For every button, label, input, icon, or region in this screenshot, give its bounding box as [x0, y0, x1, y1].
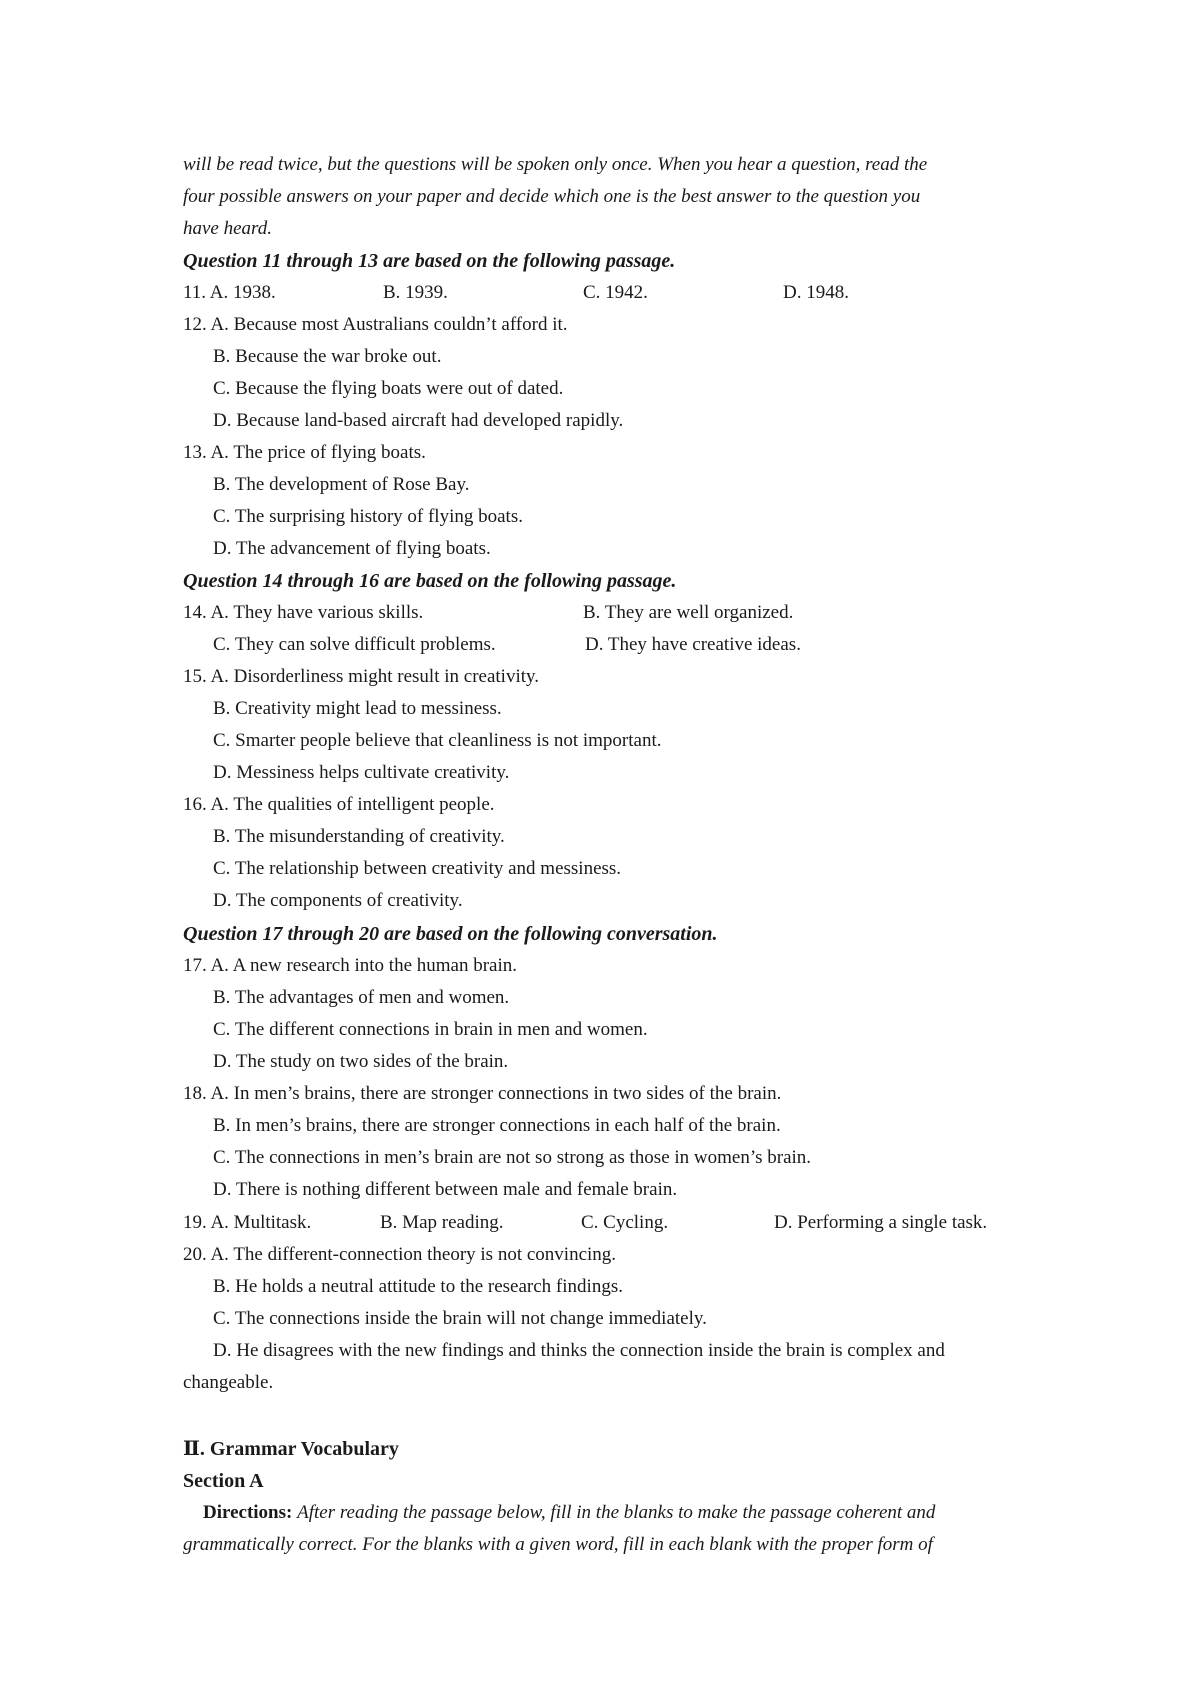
intro-line-1: will be read twice, but the questions will be spoken only once. When you hear a question, read the: [183, 154, 928, 175]
q12-option-b: B. Because the war broke out.: [213, 346, 442, 367]
q15-option-c: C. Smarter people believe that cleanliness is not important.: [213, 730, 662, 751]
q13-option-c: C. The surprising history of flying boats.: [213, 506, 523, 527]
q14-option-c: C. They can solve difficult problems.: [213, 634, 496, 655]
q20-option-c: C. The connections inside the brain will not change immediately.: [213, 1308, 707, 1329]
q19-option-b: B. Map reading.: [380, 1212, 504, 1233]
q20-option-b: B. He holds a neutral attitude to the research findings.: [213, 1276, 623, 1297]
q11-option-b: B. 1939.: [383, 282, 448, 303]
directions-text-1: After reading the passage below, fill in the blanks to make the passage coherent and: [297, 1502, 936, 1523]
q19-option-a: 19. A. Multitask.: [183, 1212, 312, 1233]
directions-line-2: grammatically correct. For the blanks with a given word, fill in each blank with the proper form of: [183, 1534, 933, 1555]
directions-label: Directions:: [203, 1502, 293, 1523]
q18-option-d: D. There is nothing different between male and female brain.: [213, 1179, 678, 1200]
conversation-heading: Question 17 through 20 are based on the following conversation.: [183, 923, 718, 945]
q19-option-c: C. Cycling.: [581, 1212, 669, 1233]
q16-option-a: 16. A. The qualities of intelligent people.: [183, 794, 495, 815]
q13-option-a: 13. A. The price of flying boats.: [183, 442, 426, 463]
q20-option-d: D. He disagrees with the new findings and thinks the connection inside the brain is complex and: [213, 1340, 945, 1361]
q20-option-d-continued: changeable.: [183, 1372, 274, 1393]
section-title: Ⅱ. Grammar Vocabulary: [183, 1438, 399, 1460]
q12-option-d: D. Because land-based aircraft had developed rapidly.: [213, 410, 624, 431]
q11-option-c: C. 1942.: [583, 282, 648, 303]
q12-option-c: C. Because the flying boats were out of dated.: [213, 378, 564, 399]
passage1-heading: Question 11 through 13 are based on the following passage.: [183, 250, 676, 272]
q15-option-b: B. Creativity might lead to messiness.: [213, 698, 502, 719]
q17-option-d: D. The study on two sides of the brain.: [213, 1051, 509, 1072]
q16-option-d: D. The components of creativity.: [213, 890, 463, 911]
passage2-heading: Question 14 through 16 are based on the following passage.: [183, 570, 677, 592]
q12-option-a: 12. A. Because most Australians couldn’t afford it.: [183, 314, 568, 335]
q11-option-d: D. 1948.: [783, 282, 849, 303]
intro-line-3: have heard.: [183, 218, 272, 239]
q17-option-c: C. The different connections in brain in men and women.: [213, 1019, 648, 1040]
q14-option-b: B. They are well organized.: [583, 602, 794, 623]
section-a-heading: Section A: [183, 1470, 264, 1492]
q16-option-c: C. The relationship between creativity and messiness.: [213, 858, 622, 879]
q14-option-a: 14. A. They have various skills.: [183, 602, 424, 623]
q17-option-b: B. The advantages of men and women.: [213, 987, 510, 1008]
q18-option-a: 18. A. In men’s brains, there are stronger connections in two sides of the brain.: [183, 1083, 782, 1104]
intro-line-2: four possible answers on your paper and decide which one is the best answer to the question you: [183, 186, 921, 207]
q17-option-a: 17. A. A new research into the human brain.: [183, 955, 518, 976]
q11-option-a: 11. A. 1938.: [183, 282, 276, 303]
q16-option-b: B. The misunderstanding of creativity.: [213, 826, 505, 847]
q20-option-a: 20. A. The different-connection theory is not convincing.: [183, 1244, 617, 1265]
q13-option-b: B. The development of Rose Bay.: [213, 474, 470, 495]
directions-line-1: [203, 1500, 935, 1526]
q13-option-d: D. The advancement of flying boats.: [213, 538, 491, 559]
q15-option-a: 15. A. Disorderliness might result in creativity.: [183, 666, 540, 687]
q14-option-d: D. They have creative ideas.: [585, 634, 801, 655]
q15-option-d: D. Messiness helps cultivate creativity.: [213, 762, 510, 783]
q18-option-b: B. In men’s brains, there are stronger connections in each half of the brain.: [213, 1115, 781, 1136]
q19-option-d: D. Performing a single task.: [774, 1212, 988, 1233]
q18-option-c: C. The connections in men’s brain are not so strong as those in women’s brain.: [213, 1147, 812, 1168]
